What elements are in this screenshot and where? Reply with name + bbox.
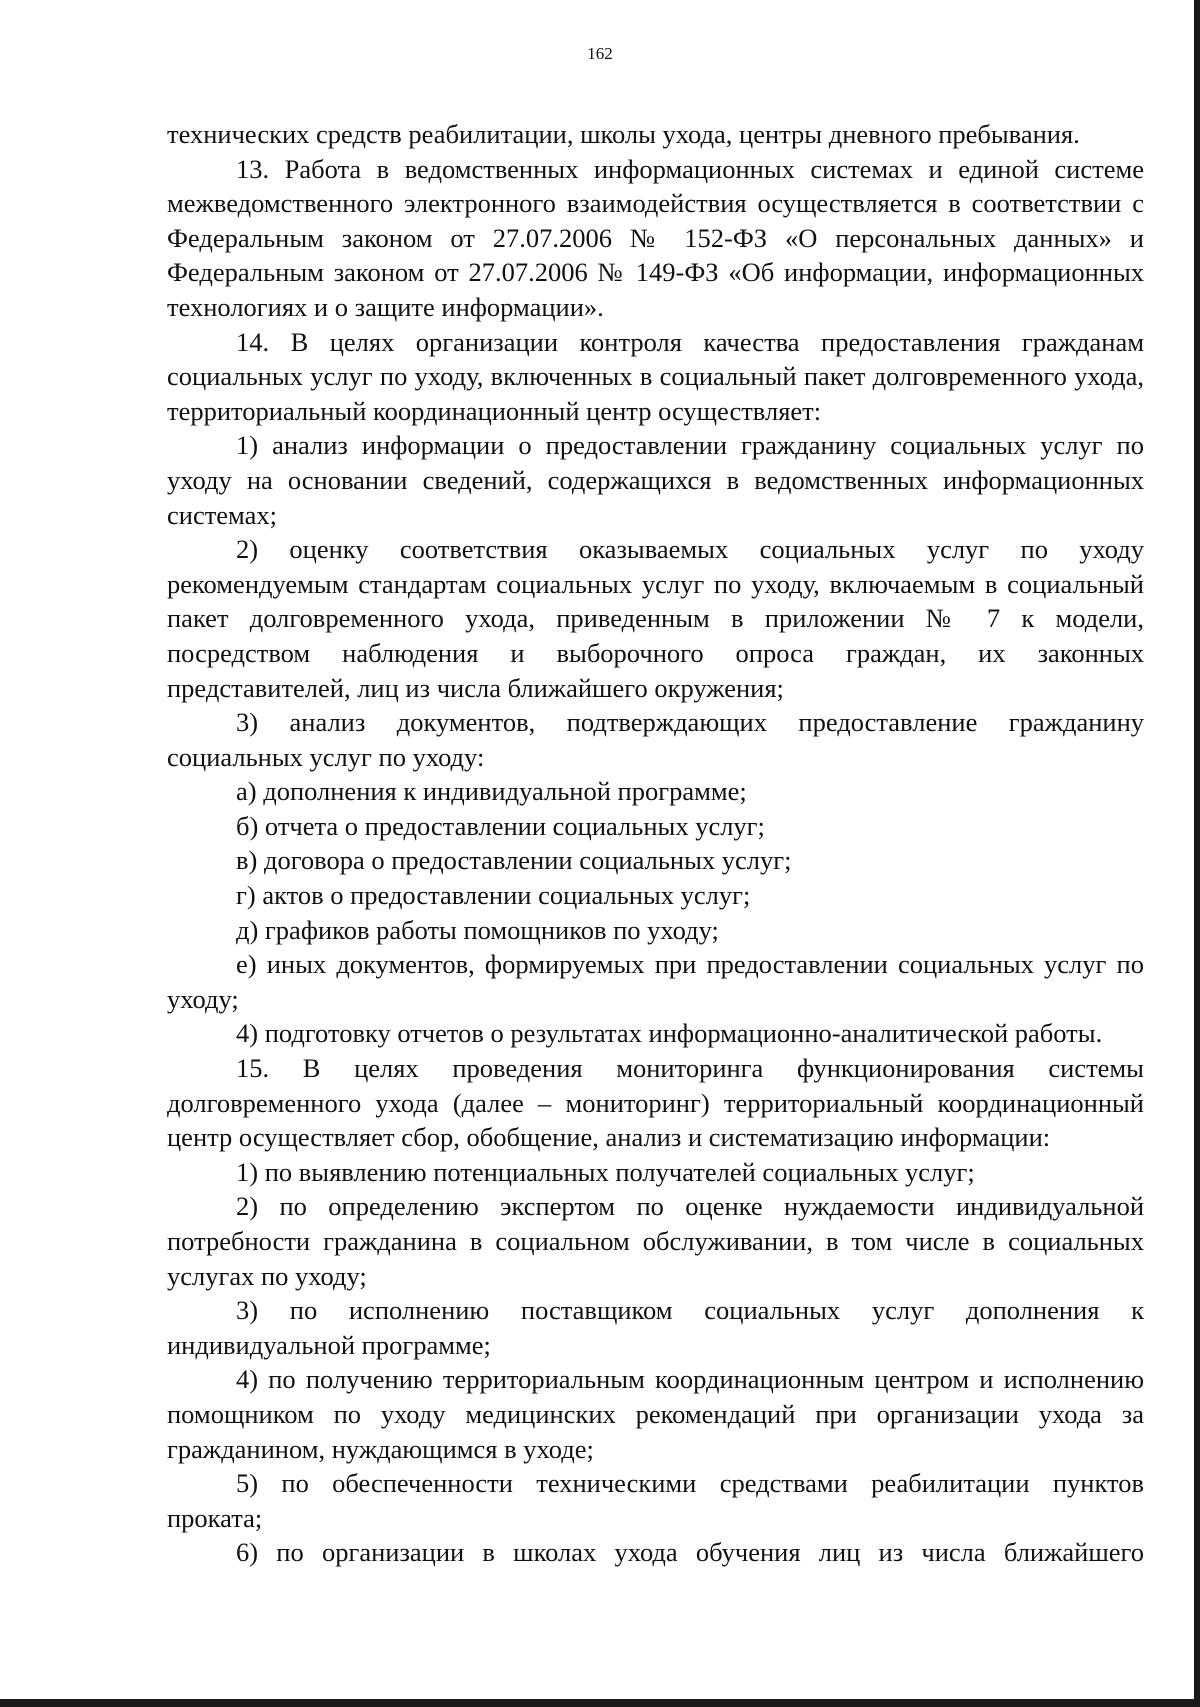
paragraph-continuation: технических средств реабилитации, школы ухода, центры дневного пребывания.	[167, 119, 1080, 149]
paragraph-14-item-3: 3) анализ документов, подтверждающих предоставление гражданину социальных услуг по уходу:	[167, 707, 1144, 772]
paragraph-15-item-3: 3) по исполнению поставщиком социальных услуг дополнения к индивидуальной программе;	[167, 1295, 1144, 1360]
paragraph-14-item-3d: г) актов о предоставлении социальных услуг;	[236, 880, 751, 911]
paragraph-14-item-3f: е) иных документов, формируемых при предоставлении социальных услуг по уходу;	[167, 949, 1144, 1014]
page-number: 162	[587, 44, 613, 63]
paragraph-15-item-2: 2) по определению экспертом по оценке нуждаемости индивидуальной потребности гражданина в социальном обслуживании, в том числе в социальных услугах по уходу;	[167, 1191, 1144, 1291]
paragraph-13: 13. Работа в ведомственных информационных системах и единой системе межведомственного электронного взаимодействия осуществляется в соответствии с Федеральным законом от 27.07.2006 № 152-ФЗ «О персональных данных» и Федеральным законом от 27.07.2006 № 149-ФЗ «Об информации, информационных технологиях и о защите информации».	[167, 153, 1144, 322]
paragraph-15: 15. В целях проведения мониторинга функционирования системы долговременного ухода (далее – мониторинг) территориальный координационный центр осуществляет сбор, обобщение, анализ и систематизацию информации:	[167, 1053, 1144, 1153]
paragraph-14-item-4: 4) подготовку отчетов о результатах информационно-аналитической работы.	[236, 1018, 1103, 1049]
scan-edge-right	[1194, 0, 1200, 1707]
paragraph-14-item-3a: а) дополнения к индивидуальной программе;	[236, 776, 747, 807]
paragraph-15-item-4: 4) по получению территориальным координационным центром и исполнению помощником по уходу медицинских рекомендаций при организации ухода за гражданином, нуждающимся в уходе;	[167, 1364, 1144, 1464]
paragraph-15-item-6: 6) по организации в школах ухода обучения лиц из числа ближайшего	[236, 1537, 1144, 1568]
paragraph-15-item-5: 5) по обеспеченности техническими средствами реабилитации пунктов проката;	[167, 1468, 1144, 1533]
paragraph-14: 14. В целях организации контроля качества предоставления гражданам социальных услуг по уходу, включенных в социальный пакет долговременного ухода, территориальный координационный центр осуществляет:	[167, 326, 1144, 426]
paragraph-14-item-3c: в) договора о предоставлении социальных услуг;	[236, 845, 792, 876]
paragraph-14-item-3b: б) отчета о предоставлении социальных услуг;	[236, 810, 765, 841]
paragraph-14-item-2: 2) оценку соответствия оказываемых социальных услуг по уходу рекомендуемым стандартам социальных услуг по уходу, включаемым в социальный пакет долговременного ухода, приведенным в приложении № 7 к модели, посредством наблюдения и выборочного опроса граждан, их законных представителей, лиц из числа ближайшего окружения;	[167, 534, 1144, 703]
scan-edge-bottom	[0, 1699, 1200, 1707]
paragraph-14-item-1: 1) анализ информации о предоставлении гражданину социальных услуг по уходу на основании сведений, содержащихся в ведомственных информационных системах;	[167, 430, 1144, 530]
paragraph-15-item-1: 1) по выявлению потенциальных получателей социальных услуг;	[236, 1156, 975, 1187]
document-body	[167, 117, 1144, 1570]
paragraph-14-item-3e: д) графиков работы помощников по уходу;	[236, 914, 719, 945]
